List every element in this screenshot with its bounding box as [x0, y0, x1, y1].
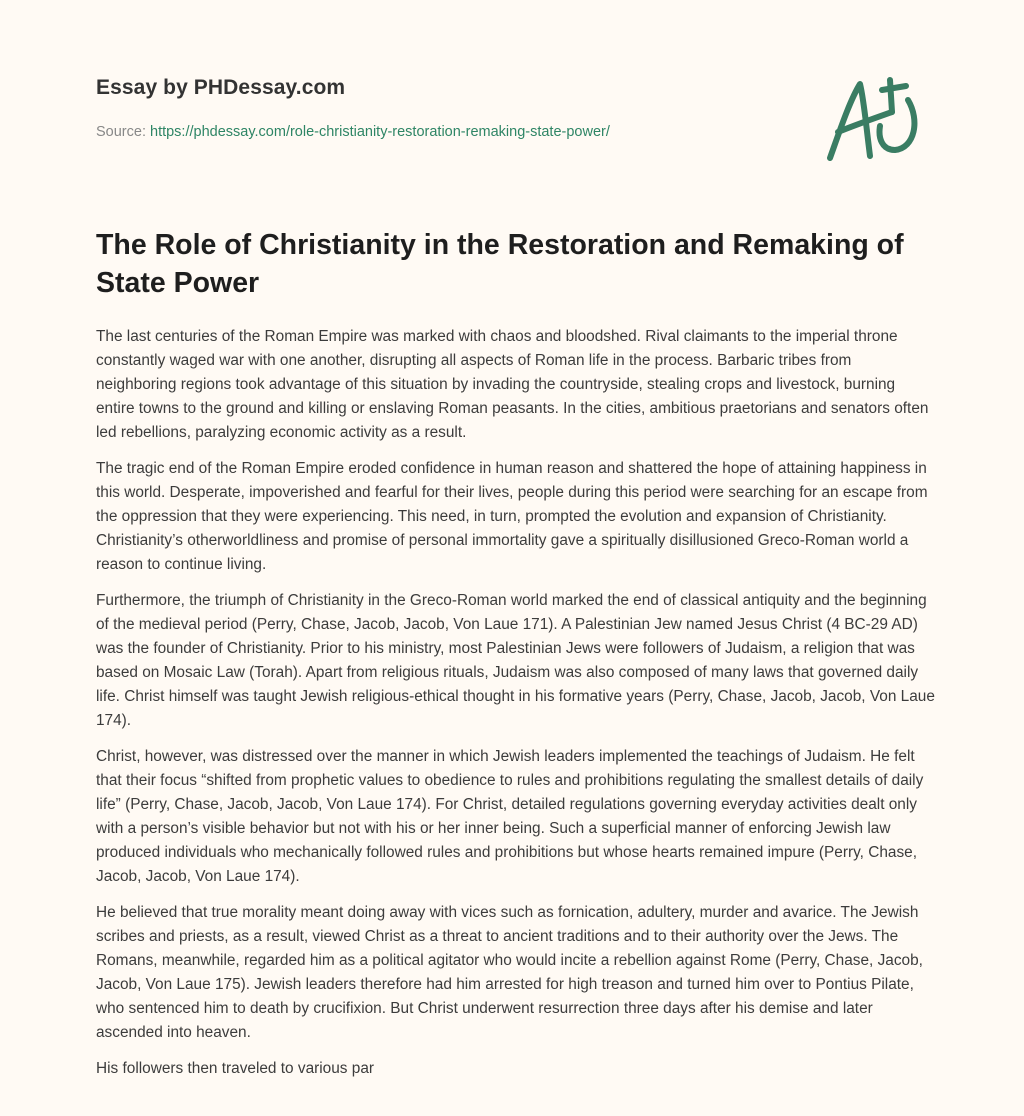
- source-line: [96, 124, 610, 140]
- paragraph: He believed that true morality meant doing away with vices such as fornication, adultery, murder and avarice. The Jewish scribes and priests, as a result, viewed Christ as a threat to ancient traditions and to their authority over the Jews. The Romans, meanwhile, regarded him as a political agitator who would incite a rebellion against Rome (Perry, Chase, Jacob, Jacob, Von Laue 175). Jewish leaders therefore had him arrested for high treason and turned him over to Pontius Pilate, who sentenced him to death by crucifixion. But Christ underwent resurrection three days after his demise and later ascended into heaven.: [96, 904, 923, 1041]
- paragraph: Christ, however, was distressed over the manner in which Jewish leaders implemented the teachings of Judaism. He felt that their focus “shifted from prophetic values to obedience to rules and prohibitions regulating the smallest details of daily life” (Perry, Chase, Jacob, Jacob, Von Laue 174). For Christ, detailed regulations governing everyday activities dealt only with a person’s visible behavior but not with his or her inner being. Such a superficial manner of enforcing Jewish law produced individuals who mechanically followed rules and prohibitions but whose hearts remained impure (Perry, Chase, Jacob, Jacob, Von Laue 174).: [96, 748, 924, 885]
- a-plus-logo-icon: [820, 70, 930, 170]
- paragraph-truncated: His followers then traveled to various par: [96, 1060, 375, 1077]
- paragraph: The tragic end of the Roman Empire eroded confidence in human reason and shattered the hope of attaining happiness in this world. Desperate, impoverished and fearful for their lives, people during this period were searching for an escape from the oppression that they were experiencing. This need, in turn, prompted the evolution and expansion of Christianity. Christianity’s otherworldliness and promise of personal immortality gave a spiritually disillusioned Greco-Roman world a reason to continue living.: [96, 460, 928, 573]
- source-label: Source:: [96, 124, 150, 140]
- paragraph: The last centuries of the Roman Empire was marked with chaos and bloodshed. Rival claimants to the imperial throne constantly waged war with one another, disrupting all aspects of Roman life in the process. Barbaric tribes from neighboring regions took advantage of this situation by invading the countryside, stealing crops and livestock, burning entire towns to the ground and killing or enslaving Roman peasants. In the cities, ambitious praetorians and senators often led rebellions, paralyzing economic activity as a result.: [96, 328, 929, 441]
- brand-title: Essay by PHDessay.com: [96, 76, 346, 99]
- source-link[interactable]: https://phdessay.com/role-christianity-restoration-remaking-state-power/: [150, 124, 610, 140]
- essay-body: [96, 325, 936, 1093]
- site-header: [96, 76, 345, 100]
- paragraph: Furthermore, the triumph of Christianity in the Greco-Roman world marked the end of classical antiquity and the beginning of the medieval period (Perry, Chase, Jacob, Jacob, Von Laue 171). A Palestinian Jew named Jesus Christ (4 BC-29 AD) was the founder of Christianity. Prior to his ministry, most Palestinian Jews were followers of Judaism, a religion that was based on Mosaic Law (Torah). Apart from religious rituals, Judaism was also composed of many laws that governed daily life. Christ himself was taught Jewish religious-ethical thought in his formative years (Perry, Chase, Jacob, Jacob, Von Laue 174).: [96, 592, 935, 729]
- essay-title: The Role of Christianity in the Restoration and Remaking of State Power: [96, 229, 904, 299]
